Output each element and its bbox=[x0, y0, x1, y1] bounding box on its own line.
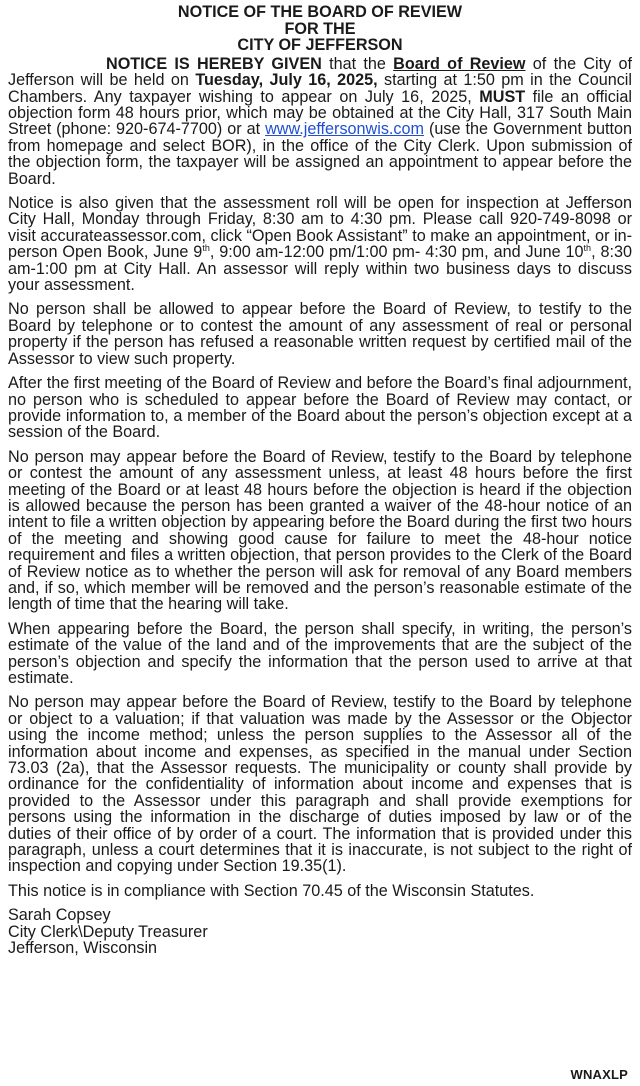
p1-text-5: (use the Government button from homepage and select BOR), in the office of the City Clerk. Upon submission of the objection form, the taxpayer will be assigned an appointment to appear before the Board. bbox=[8, 120, 632, 188]
paragraph-open-book bbox=[8, 195, 632, 293]
p2-sup-2: th bbox=[583, 243, 592, 254]
paragraph-income-method: No person may appear before the Board of Review, testify to the Board by telephone or object to a valuation; if that valuation was made by the Assessor or the Objector using the income method; unless the person supplies to the Assessor all of the information about income and expenses, as specified in the manual under Section 73.03 (2a), that the Assessor requests. The municipality or county shall provide by ordinance for the confidentiality of information about income and expenses that is provided to the Assessor under this paragraph and shall provide exemptions for persons using the information in the discharge of duties imposed by law or of the duties of their office of by order of a court. The information that is provided under this paragraph, unless a court determines that it is inaccurate, is not subject to the right of inspection and copying under Section 19.35(1). bbox=[8, 693, 632, 876]
p2-sup-1: th bbox=[202, 243, 210, 254]
signature-block bbox=[8, 907, 632, 956]
p1-text-4: file an official objection form 48 hours prior, which may be obtained at the City Hall, 317 South Main Street (phone: 920-674-7700) or at bbox=[8, 87, 633, 139]
paragraph-refused-inspection: No person shall be allowed to appear before the Board of Review, to testify to the Board by telephone or to contest the amount of any assessment of real or personal property if the person has refused a reasonable written request by certified mail of the Assessor to view such property. bbox=[8, 300, 632, 368]
p2-text-2: , 9:00 am-12:00 pm/1:00 pm- 4:30 pm, and June 10 bbox=[209, 243, 584, 262]
p1-text-2: of the City of Jefferson will be held on bbox=[8, 54, 633, 90]
paragraph-hearing-notice bbox=[8, 56, 632, 187]
p1-text-3: starting at 1:50 pm in the Council Chambers. Any taxpayer wishing to appear on July 16, 2025, bbox=[8, 71, 632, 106]
title-line-1: NOTICE OF THE BOARD OF REVIEW bbox=[177, 3, 463, 21]
title-line-2: FOR THE bbox=[284, 19, 356, 38]
board-of-review-term: Board of Review bbox=[393, 54, 526, 73]
paragraph-written-estimate: When appearing before the Board, the person shall specify, in writing, the person’s estimate of the value of the land and of the improvements that are the subject of the person’s objection and specify the information that the person used to arrive at that estimate. bbox=[8, 619, 632, 687]
signer-name: Sarah Copsey bbox=[8, 906, 111, 925]
p1-text-1: that the bbox=[321, 54, 394, 73]
hearing-date: Tuesday, July 16, 2025, bbox=[195, 71, 378, 90]
p2-text-3: , 8:30 am-1:00 pm at City Hall. An assessor will reply within two business days to discuss your assessment. bbox=[8, 243, 632, 295]
paragraph-48-hour-notice: No person may appear before the Board of Review, testify to the Board by telephone or contest the amount of any assessment unless, at least 48 hours before the first meeting of the Board or at least 48 hours before the objection is heard if the objection is allowed because the person has been granted a waiver of the 48-hour notice of an intent to file a written objection by appearing before the Board during the first two hours of the meeting and showing good cause for failure to meet the 48-hour notice requirement and files a written objection, that person provides to the Clerk of the Board of Review notice as to whether the person will ask for removal of any Board members and, if so, which member will be removed and the person’s reasonable estimate of the length of time that the hearing will take. bbox=[8, 447, 632, 614]
city-website-link[interactable]: www.jeffersonwis.com bbox=[265, 120, 425, 139]
paragraph-compliance: This notice is in compliance with Section 70.45 of the Wisconsin Statutes. bbox=[8, 881, 535, 900]
p2-text-1: Notice is also given that the assessment roll will be open for inspection at Jefferson City Hall, Monday through Friday, 8:30 am to 4:30 pm. Please call 920-749-8098 or visit accurateassessor.com, click “Open Book Assistant” to make an appointment, or in-person Open Book, June 9 bbox=[8, 194, 632, 262]
signer-location: Jefferson, Wisconsin bbox=[8, 939, 158, 958]
notice-document bbox=[8, 4, 632, 957]
signer-title: City Clerk\Deputy Treasurer bbox=[8, 922, 208, 941]
must-emphasis: MUST bbox=[479, 87, 526, 106]
notice-lead: NOTICE IS HEREBY GIVEN bbox=[106, 54, 322, 73]
notice-title bbox=[8, 4, 632, 54]
publication-code: WNAXLP bbox=[570, 1067, 628, 1082]
title-line-3: CITY OF JEFFERSON bbox=[237, 36, 403, 55]
paragraph-no-contact: After the first meeting of the Board of Review and before the Board’s final adjournment, no person who is scheduled to appear before the Board of Review may contact, or provide information to, a member of the Board about the person’s objection except at a session of the Board. bbox=[8, 374, 632, 442]
